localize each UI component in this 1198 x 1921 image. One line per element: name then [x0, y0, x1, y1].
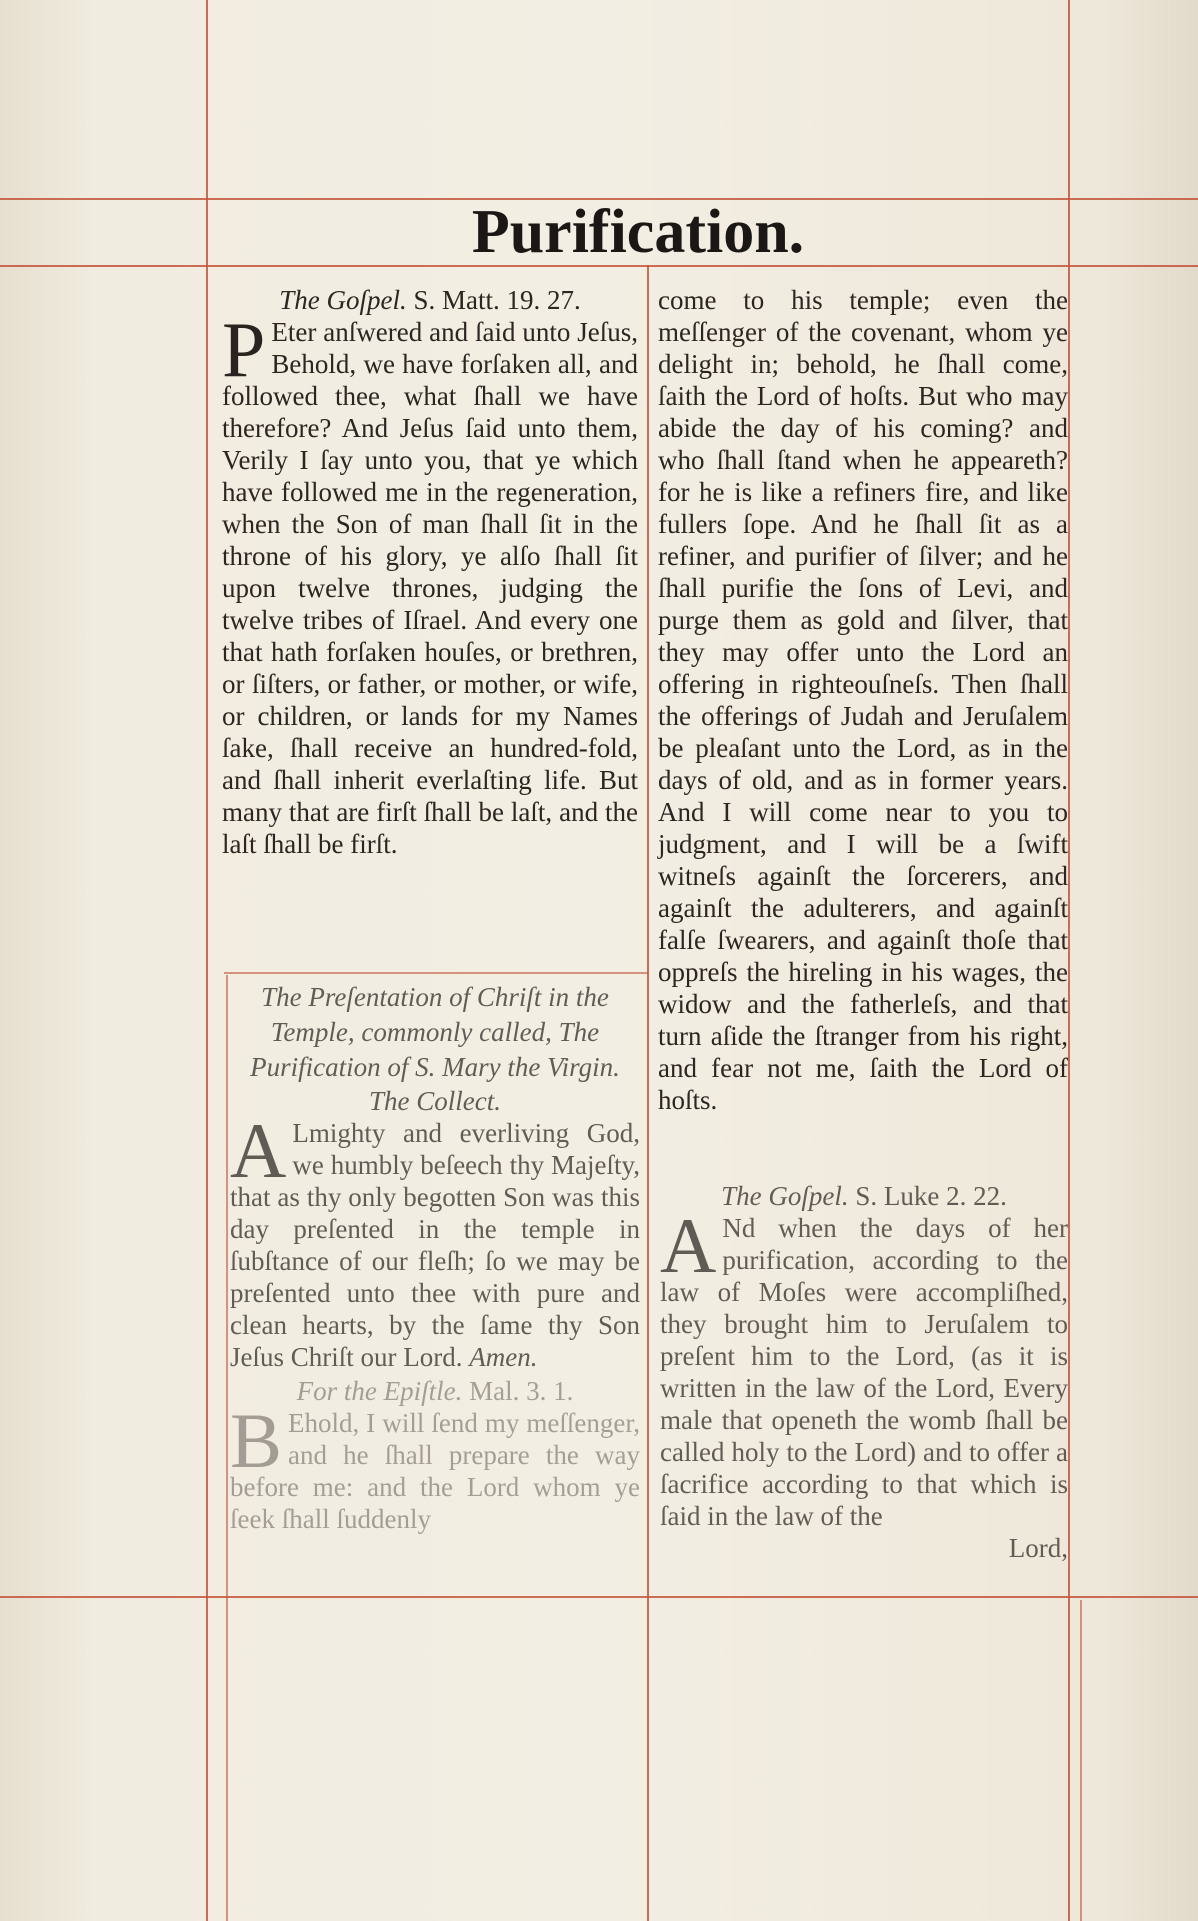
gospel-luke-ref: S. Luke 2. 22. — [855, 1181, 1007, 1211]
right-column-top — [658, 284, 1068, 1116]
dropcap-b: B — [230, 1397, 283, 1484]
gospel-luke-text — [660, 1202, 1068, 1532]
rule-left-inner — [226, 975, 228, 1921]
gospel-heading-ref: S. Matt. 19. 27. — [413, 285, 581, 315]
rule-center — [647, 265, 649, 1921]
page-title: Purification. — [471, 198, 805, 266]
feast-title: The Preſentation of Chriſt in the Temple, commonly called, The Purification of S. Mary the Virgin. — [250, 982, 620, 1082]
epistle-body: Ehold, I will ſend my meſſenger, and he ſhall prepare the way before me: and the Lord whom ye ſeek ſhall ſuddenly — [230, 1408, 640, 1534]
amen: Amen. — [469, 1342, 538, 1372]
gospel-heading-matt — [222, 284, 638, 316]
epistle-heading-ref: Mal. 3. 1. — [469, 1376, 574, 1406]
left-column-top — [222, 284, 638, 860]
collect-body: Lmighty and everliving God, we humbly beſeech thy Majeſty, that as thy only begotten Son was this day preſented in the temple in ſubſtance of our fleſh; ſo we may be preſented unto thee with pure and clean hearts, by the ſame thy Son Jeſus Chriſt our Lord. — [230, 1118, 640, 1372]
gospel-heading-luke — [660, 1180, 1068, 1212]
left-column-bottom — [230, 980, 640, 1535]
gospel-matt-text — [222, 306, 638, 860]
epistle-text — [230, 1397, 640, 1535]
gospel-matt-body: Eter anſwered and ſaid unto Jeſus, Behold, we have forſaken all, and followed thee, what ſhall we have therefore? And Jeſus ſaid unto them, Verily I ſay unto you, that ye which have followed me in the regeneration, when the Son of man ſhall ſit in the throne of his glory, ye alſo ſhall ſit upon twelve thrones, judging the twelve tribes of Iſrael. And every one that hath forſaken houſes, or brethren, or ſiſters, or father, or mother, or wife, or children, or lands for my Names ſake, ſhall receive an hundred-fold, and ſhall inherit everlaſting life. But many that are firſt ſhall be laſt, and the laſt ſhall be firſt. — [222, 317, 638, 859]
rule-left-margin — [206, 0, 208, 1921]
collect-heading: The Collect. — [369, 1086, 501, 1116]
gospel-luke-label: The Goſpel. — [721, 1181, 849, 1211]
collect-text — [230, 1107, 640, 1373]
right-column-bottom — [660, 1180, 1068, 1564]
rule-bottom — [0, 1596, 1198, 1598]
epistle-heading — [230, 1375, 640, 1407]
dropcap-p: P — [222, 306, 266, 393]
gospel-luke-body: Nd when the days of her purification, according to the law of Moſes were accompliſhed, they brought him to Jeruſalem to preſent him to the Lord, (as it is written in the law of the Lord, Every male that openeth the womb ſhall be called holy to the Lord) and to offer a ſacrifice according to that which is ſaid in the law of the — [660, 1213, 1068, 1531]
rule-section-divider — [224, 972, 648, 974]
dropcap-a-collect: A — [230, 1107, 287, 1194]
epistle-heading-label: For the Epiſtle. — [296, 1376, 463, 1406]
epistle-continued-text: come to his temple; even the meſſenger of the covenant, whom ye delight in; behold, he ſhall come, ſaith the Lord of hoſts. But who may abide the day of his coming? and who ſhall ſtand when he appeareth? for he is like a refiners fire, and like fullers ſope. And he ſhall ſit as a refiner, and purifier of ſilver; and he ſhall purifie the ſons of Levi, and purge them as gold and ſilver, that they may offer unto the Lord an offering in righteouſneſs. Then ſhall the offerings of Judah and Jeruſalem be pleaſant unto the Lord, as in the days of old, and as in former years. And I will come near to you to judgment, and I will be a ſwift witneſs againſt the ſorcerers, and againſt the adulterers, and againſt falſe ſwearers, and againſt thoſe that oppreſs the hireling in his wages, the widow and the fatherleſs, and that turn aſide the ſtranger from his right, and fear not me, ſaith the Lord of hoſts. — [658, 285, 1068, 1115]
dropcap-a-luke: A — [660, 1202, 717, 1289]
catchword: Lord, — [1008, 1533, 1068, 1563]
rule-right-margin — [1068, 0, 1070, 1921]
gospel-heading-label: The Goſpel. — [279, 285, 407, 315]
rule-right-inner — [1080, 1600, 1082, 1921]
